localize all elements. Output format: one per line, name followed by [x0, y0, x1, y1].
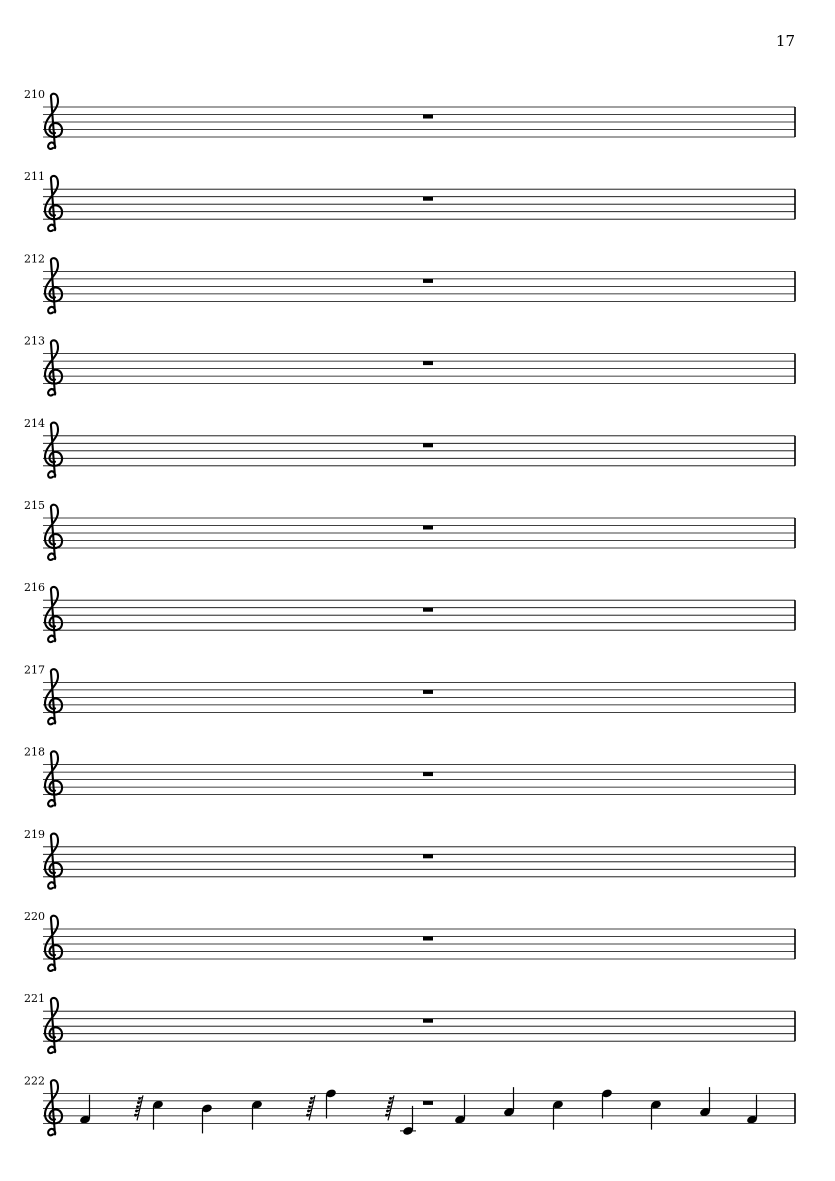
measure-number: 210 [24, 88, 45, 101]
staff-system [24, 252, 795, 313]
treble-clef-icon [45, 834, 62, 889]
rest-128th-icon [306, 1095, 315, 1120]
measure-number: 214 [24, 416, 45, 430]
note [503, 1087, 515, 1117]
rest-128th-icon [385, 1095, 394, 1120]
whole-rest-icon [423, 361, 433, 365]
treble-clef-icon [45, 751, 62, 806]
whole-rest-icon [423, 526, 433, 530]
measure-number: 213 [24, 334, 45, 348]
measure-number: 219 [24, 827, 45, 841]
note [746, 1095, 758, 1125]
staff-system [24, 581, 795, 642]
note [601, 1088, 613, 1118]
whole-rest-icon [423, 1101, 433, 1105]
whole-rest-icon [423, 854, 433, 858]
measure-number: 218 [24, 745, 45, 759]
measure-number: 212 [24, 252, 45, 266]
staff-system [24, 663, 795, 724]
measure-number: 221 [24, 992, 45, 1006]
whole-rest-icon [423, 608, 433, 612]
note [251, 1100, 263, 1130]
note [79, 1095, 91, 1125]
staff-system [24, 417, 795, 478]
note [325, 1088, 337, 1118]
whole-rest-icon [423, 937, 433, 941]
note [152, 1100, 164, 1130]
treble-clef-icon [45, 258, 62, 313]
staff-system [24, 499, 795, 560]
treble-clef-icon [45, 587, 62, 642]
measure-number: 220 [24, 910, 45, 923]
measure-number: 222 [24, 1074, 45, 1088]
measure-number: 211 [24, 170, 45, 184]
note [552, 1100, 564, 1130]
rest-128th-icon [134, 1095, 143, 1120]
treble-clef-icon [45, 340, 62, 395]
whole-rest-icon [423, 772, 433, 776]
note [201, 1103, 213, 1133]
treble-clef-icon [45, 94, 62, 149]
measure-number: 215 [24, 499, 45, 512]
whole-rest-icon [423, 1019, 433, 1023]
staff-system [24, 992, 795, 1053]
treble-clef-icon [45, 998, 62, 1053]
staff-system [24, 88, 795, 149]
staff-system [24, 828, 795, 889]
page-number: 17 [775, 32, 795, 50]
staff-system [24, 746, 795, 807]
treble-clef-icon [45, 505, 62, 560]
staff-system [24, 910, 795, 971]
treble-clef-icon [45, 916, 62, 971]
treble-clef-icon [45, 423, 62, 478]
measure-number: 217 [24, 663, 45, 677]
whole-rest-icon [423, 443, 433, 447]
note [400, 1106, 416, 1136]
staff-system [24, 335, 795, 396]
treble-clef-icon [45, 669, 62, 724]
note [650, 1100, 662, 1130]
treble-clef-icon [45, 176, 62, 231]
treble-clef-icon [45, 1080, 62, 1135]
whole-rest-icon [423, 197, 433, 201]
whole-rest-icon [423, 279, 433, 283]
staff-system [24, 170, 795, 231]
whole-rest-icon [423, 690, 433, 694]
note [454, 1095, 466, 1125]
whole-rest-icon [423, 115, 433, 119]
staff-system [24, 1074, 795, 1136]
measure-number: 216 [24, 581, 45, 595]
note [699, 1087, 711, 1117]
